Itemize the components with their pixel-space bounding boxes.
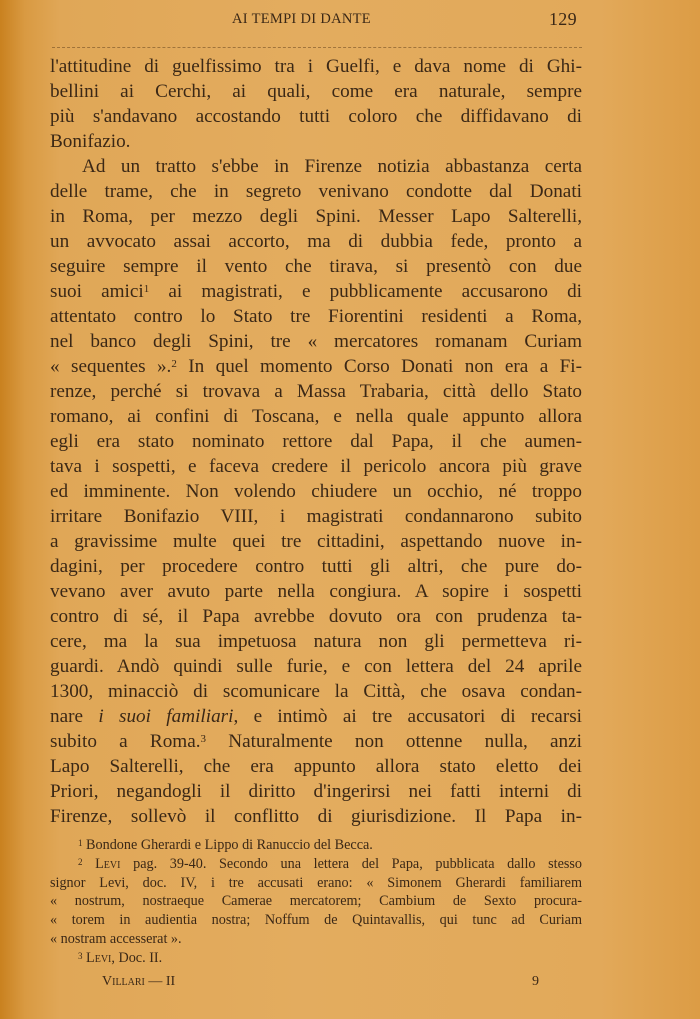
body-line [50,629,582,654]
text-run: suoi amici [50,281,144,302]
text-run: in Roma, per mezzo degli Spini. Messer Lapo Salterelli, [50,206,582,227]
text-run: un avvocato assai accorto, ma di dubbia fede, pronto a [50,231,582,252]
text-run: romano, ai confini di Toscana, e nella quale appunto allora [50,406,582,427]
body-line [50,154,582,179]
body-line [50,279,582,304]
body-line [50,54,582,79]
footnote-line [50,949,582,968]
body-line [50,79,582,104]
text-run: In quel momento Corso Donati non era a Fi- [176,356,582,377]
footnote-line [50,836,582,855]
footnote-line [50,874,582,893]
text-run: seguire sempre il vento che tirava, si presentò con due [50,256,582,277]
text-run: 1300, minacciò di scomunicare la Città, che osava condan- [50,681,582,702]
header-rule [52,47,582,48]
italic-text: i suoi familiari [98,706,234,727]
text-run: vevano aver avuto parte nella congiura. A sopire i sospetti [50,581,582,602]
author-name: Levi [86,949,112,966]
text-run: Priori, negandogli il diritto d'ingerirsi nei fatti interni di [50,781,582,802]
body-line [50,354,582,379]
footnote-ref: 1 [78,838,83,848]
footnote-line [50,855,582,874]
text-run: tava i sospetti, e faceva credere il pericolo ancora più grave [50,456,582,477]
footnote-line [50,911,582,930]
text-run: contro di sé, il Papa avrebbe dovuto ora con prudenza ta- [50,606,582,627]
body-text [50,54,582,829]
text-run: Firenze, sollevò il conflitto di giurisdizione. Il Papa in- [50,806,582,827]
text-run: « nostram accesserat ». [50,930,182,947]
text-run: Lapo Salterelli, che era appunto allora stato eletto dei [50,756,582,777]
text-run: , Doc. II. [111,949,163,966]
body-line [50,729,582,754]
text-run: ed imminente. Non volendo chiudere un occhio, né troppo [50,481,582,502]
body-line [50,554,582,579]
text-run: dagini, per procedere contro tutti gli altri, che pure do- [50,556,582,577]
signature-label: Villari — II [102,974,176,989]
running-title: AI TEMPI DI DANTE [232,11,371,27]
body-line [50,679,582,704]
footnote-ref: 2 [78,856,83,867]
text-run: delle trame, che in segreto venivano condotte dal Donati [50,181,582,202]
body-line [50,404,582,429]
body-line [50,229,582,254]
text-run: irritare Bonifazio VIII, i magistrati condannarono subito [50,506,582,527]
text-run: renze, perché si trovava a Massa Trabaria, città dello Stato [50,381,582,402]
body-line [50,254,582,279]
text-run: egli era stato nominato rettore dal Papa, il che aumen- [50,431,582,452]
body-line [50,804,582,829]
footnote-ref: 3 [200,733,207,745]
text-run: « torem in audientia nostra; Noffum de Quintavallis, qui tunc ad Curiam [50,912,582,929]
text-run: a gravissime multe quei tre cittadini, aspettando nuove in- [50,531,582,552]
body-line [50,529,582,554]
text-run: « nostrum, nostraeque Camerae mercatorem; Cambium de Sexto procura- [50,893,582,910]
body-line [50,204,582,229]
body-line [50,454,582,479]
body-line [50,379,582,404]
footnote-line [50,892,582,911]
text-run: subito a Roma. [50,731,201,752]
body-line [50,779,582,804]
text-run: Naturalmente non ottenne nulla, anzi [206,731,582,752]
body-line [50,654,582,679]
text-run: nare [50,706,99,727]
text-run: cere, ma la sua impetuosa natura non gli permetteva ri- [50,631,582,652]
text-run [83,856,96,872]
body-line [50,754,582,779]
body-line [50,479,582,504]
body-line [50,704,582,729]
body-line [50,129,582,154]
body-line [50,504,582,529]
author-name: Levi [95,855,121,872]
signature-mark: 9 [532,974,539,989]
text-run: pag. 39-40. Secondo una lettera del Papa, pubblicata dallo stesso [120,855,583,872]
text-run: guardi. Andò quindi sulle furie, e con lettera del 24 aprile [50,656,582,677]
text-run: Bonifazio. [50,131,131,152]
body-line [50,604,582,629]
text-run: attentato contro lo Stato tre Fiorentini residenti a Roma, [50,306,582,327]
text-run: bellini ai Cerchi, ai quali, come era naturale, sempre [50,81,582,102]
text-run: , e intimò ai tre accusatori di recarsi [233,706,583,727]
text-run: signor Levi, doc. IV, i tre accusati erano: « Simonem Gherardi familiarem [50,874,582,891]
body-line [50,179,582,204]
footnotes [50,836,582,968]
text-run: più s'andavano accostando tutti coloro che diffidavano di [50,106,582,127]
text-run: Bondone Gherardi e Lippo di Ranuccio del Becca. [82,837,373,853]
body-line [50,104,582,129]
body-line [50,579,582,604]
text-run: l'attitudine di guelfissimo tra i Guelfi, e dava nome di Ghi- [50,56,582,77]
text-run: « sequentes ». [50,356,172,377]
text-run: nel banco degli Spini, tre « mercatores romanam Curiam [50,331,582,352]
body-line [50,304,582,329]
footnote-line [50,930,582,949]
footnote-ref: 2 [171,358,177,370]
body-line [50,429,582,454]
running-header [0,9,700,33]
page-number: 129 [549,9,577,29]
text-run: ai magistrati, e pubblicamente accusarono di [149,281,582,302]
body-line [50,329,582,354]
text-run: Ad un tratto s'ebbe in Firenze notizia abbastanza certa [82,156,582,177]
footnote-ref: 1 [143,283,150,295]
footnote-ref: 3 [78,950,83,961]
